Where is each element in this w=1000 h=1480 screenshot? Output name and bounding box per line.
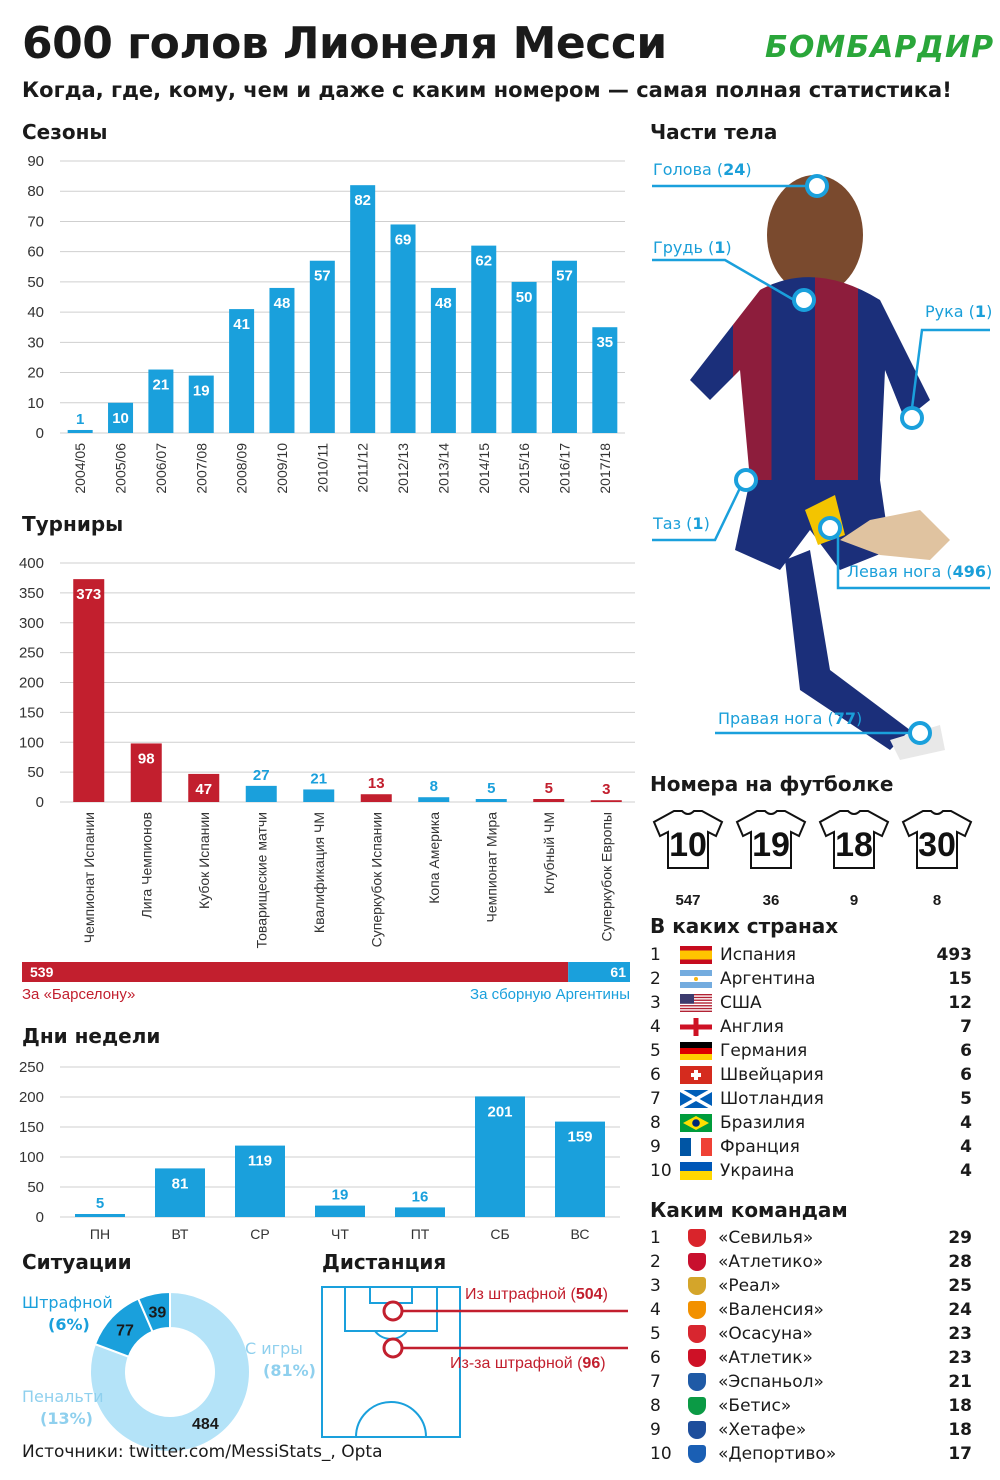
country-row bbox=[650, 1111, 972, 1135]
country-name: Украина bbox=[720, 1161, 795, 1181]
x-tick-label: ВТ bbox=[171, 1226, 189, 1242]
data-label: 19 bbox=[192, 382, 210, 400]
country-name: Англия bbox=[720, 1017, 784, 1037]
sources: Источники: twitter.com/MessiStats_, Opta bbox=[22, 1442, 383, 1462]
country-goals: 15 bbox=[948, 969, 972, 989]
data-label: 10 bbox=[112, 409, 129, 427]
inside-box-marker bbox=[384, 1302, 402, 1320]
y-tick-label: 0 bbox=[35, 794, 44, 811]
teams-title: Каким командам bbox=[650, 1198, 848, 1222]
hand-marker bbox=[902, 408, 922, 428]
bar bbox=[391, 224, 416, 433]
jersey-icon bbox=[735, 808, 807, 870]
jersey-icon bbox=[901, 808, 973, 870]
country-goals: 493 bbox=[936, 945, 972, 965]
team-rank: 1 bbox=[650, 1228, 661, 1248]
country-name: Бразилия bbox=[720, 1113, 806, 1133]
country-rank: 2 bbox=[650, 969, 661, 989]
situation-name: С игры bbox=[245, 1339, 303, 1358]
bar bbox=[418, 797, 449, 802]
country-name: Шотландия bbox=[720, 1089, 824, 1109]
data-label: 98 bbox=[137, 750, 155, 768]
jersey-number: 30 bbox=[918, 826, 956, 864]
usa-flag-icon bbox=[680, 994, 712, 1012]
y-tick-label: 10 bbox=[27, 394, 44, 412]
country-rank: 10 bbox=[650, 1161, 672, 1181]
situation-percent: (6%) bbox=[48, 1315, 90, 1334]
y-tick-label: 30 bbox=[27, 334, 44, 352]
team-name: «Атлетико» bbox=[718, 1252, 824, 1272]
data-label: 35 bbox=[596, 334, 614, 352]
bar bbox=[75, 1214, 125, 1217]
team-rank: 7 bbox=[650, 1372, 661, 1392]
ukraine-flag-icon bbox=[680, 1162, 712, 1180]
team-name: «Осасуна» bbox=[718, 1324, 813, 1344]
team-name: «Реал» bbox=[718, 1276, 781, 1296]
x-tick-label: 2017/18 bbox=[596, 443, 613, 494]
team-rank: 9 bbox=[650, 1420, 661, 1440]
x-tick-label: 2012/13 bbox=[395, 443, 412, 494]
x-tick-label: Лига Чемпионов bbox=[138, 812, 155, 919]
jersey-goals: 36 bbox=[762, 892, 780, 909]
y-tick-label: 50 bbox=[27, 1179, 44, 1196]
x-tick-label: Чемпионат Испании bbox=[80, 812, 97, 944]
bar bbox=[350, 185, 375, 433]
x-tick-label: Суперкубок Испании bbox=[368, 812, 385, 948]
bar bbox=[73, 579, 104, 802]
team-row bbox=[650, 1322, 972, 1346]
team-row bbox=[650, 1442, 972, 1466]
data-label: 50 bbox=[515, 288, 533, 306]
country-name: Аргентина bbox=[720, 969, 816, 989]
team-row bbox=[650, 1370, 972, 1394]
data-label: 5 bbox=[544, 780, 553, 798]
x-tick-label: 2014/15 bbox=[475, 443, 492, 494]
shirts-title: Номера на футболке bbox=[650, 772, 894, 796]
country-name: Германия bbox=[720, 1041, 808, 1061]
team-name: «Валенсия» bbox=[718, 1300, 824, 1320]
country-row bbox=[650, 1087, 972, 1111]
tournaments-chart bbox=[0, 550, 640, 960]
donut-value: 39 bbox=[148, 1304, 167, 1322]
bar bbox=[552, 261, 577, 433]
team-rank: 10 bbox=[650, 1444, 672, 1464]
data-label: 41 bbox=[233, 316, 250, 334]
situation-label bbox=[22, 1386, 104, 1430]
data-label: 5 bbox=[95, 1195, 105, 1212]
donut-value: 77 bbox=[116, 1322, 134, 1340]
team-name: «Эспаньол» bbox=[718, 1372, 824, 1392]
bar bbox=[303, 789, 334, 802]
y-tick-label: 100 bbox=[18, 734, 44, 752]
weekdays-title: Дни недели bbox=[22, 1024, 161, 1048]
team-name: «Бетис» bbox=[718, 1396, 792, 1416]
data-label: 21 bbox=[310, 770, 328, 788]
team-row bbox=[650, 1346, 972, 1370]
distance-title: Дистанция bbox=[322, 1250, 447, 1274]
data-label: 19 bbox=[331, 1186, 349, 1204]
argentina-label: За сборную Аргентины bbox=[470, 986, 630, 1003]
data-label: 47 bbox=[195, 780, 213, 798]
bar bbox=[246, 786, 277, 802]
situation-label bbox=[245, 1338, 316, 1382]
team-goals: 17 bbox=[948, 1444, 972, 1464]
data-label: 201 bbox=[487, 1103, 513, 1121]
y-tick-label: 300 bbox=[18, 614, 44, 632]
country-row bbox=[650, 1015, 972, 1039]
y-tick-label: 250 bbox=[18, 644, 44, 662]
bar bbox=[315, 1206, 365, 1217]
data-label: 81 bbox=[171, 1175, 189, 1193]
x-tick-label: Квалификация ЧМ bbox=[310, 812, 327, 934]
team-rank: 3 bbox=[650, 1276, 661, 1296]
country-name: Франция bbox=[720, 1137, 800, 1157]
team-goals: 18 bbox=[948, 1396, 972, 1416]
team-name: «Депортиво» bbox=[718, 1444, 837, 1464]
x-tick-label: 2005/06 bbox=[112, 443, 129, 494]
x-tick-label: 2011/12 bbox=[354, 443, 371, 493]
y-tick-label: 70 bbox=[27, 213, 44, 231]
team-crest-icon bbox=[688, 1421, 706, 1439]
x-tick-label: ВС bbox=[570, 1226, 590, 1242]
y-tick-label: 20 bbox=[27, 364, 44, 382]
data-label: 57 bbox=[313, 267, 331, 285]
bar bbox=[471, 246, 496, 433]
y-tick-label: 0 bbox=[35, 1209, 44, 1226]
y-tick-label: 0 bbox=[35, 425, 44, 442]
bar bbox=[361, 794, 392, 802]
bar bbox=[310, 261, 335, 433]
country-rank: 1 bbox=[650, 945, 661, 965]
country-name: Швейцария bbox=[720, 1065, 824, 1085]
hand-label: Рука (1) bbox=[925, 302, 993, 321]
x-tick-label: СБ bbox=[490, 1226, 510, 1242]
jersey-icon bbox=[818, 808, 890, 870]
team-rank: 5 bbox=[650, 1324, 661, 1344]
team-goals: 28 bbox=[948, 1252, 972, 1272]
country-row bbox=[650, 991, 972, 1015]
jersey-icon bbox=[652, 808, 724, 870]
data-label: 159 bbox=[567, 1128, 593, 1146]
y-tick-label: 350 bbox=[18, 584, 44, 602]
country-goals: 4 bbox=[960, 1113, 972, 1133]
team-goals: 18 bbox=[948, 1420, 972, 1440]
y-tick-label: 40 bbox=[27, 304, 44, 322]
page-title: 600 голов Лионеля Месси bbox=[22, 18, 667, 69]
team-goals: 21 bbox=[948, 1372, 972, 1392]
hip-marker bbox=[736, 470, 756, 490]
country-rank: 7 bbox=[650, 1089, 661, 1109]
team-rank: 2 bbox=[650, 1252, 661, 1272]
x-tick-label: 2015/16 bbox=[516, 443, 533, 494]
team-crest-icon bbox=[688, 1229, 706, 1247]
y-tick-label: 90 bbox=[27, 153, 44, 170]
teams-list bbox=[650, 1226, 972, 1466]
data-label: 82 bbox=[354, 192, 372, 210]
country-goals: 4 bbox=[960, 1161, 972, 1181]
switzerland-flag-icon bbox=[680, 1066, 712, 1084]
france-flag-icon bbox=[680, 1138, 712, 1156]
country-goals: 12 bbox=[948, 993, 972, 1013]
england-flag-icon bbox=[680, 1018, 712, 1036]
bar bbox=[533, 799, 564, 802]
right-foot-label: Правая нога (77) bbox=[718, 709, 863, 728]
outside-box-label: Из-за штрафной (96) bbox=[450, 1355, 606, 1372]
country-row bbox=[650, 967, 972, 991]
hand-line bbox=[912, 330, 990, 408]
club-country-bar bbox=[22, 962, 630, 982]
countries-title: В каких странах bbox=[650, 914, 839, 938]
country-goals: 6 bbox=[960, 1041, 972, 1061]
barcelona-segment bbox=[22, 962, 568, 982]
country-name: Испания bbox=[720, 945, 796, 965]
team-crest-icon bbox=[688, 1397, 706, 1415]
situation-percent: (13%) bbox=[40, 1409, 93, 1428]
head-marker bbox=[807, 176, 827, 196]
situation-name: Штрафной bbox=[22, 1293, 113, 1312]
team-crest-icon bbox=[688, 1301, 706, 1319]
barcelona-value: 539 bbox=[30, 964, 54, 980]
country-rank: 8 bbox=[650, 1113, 661, 1133]
team-crest-icon bbox=[688, 1277, 706, 1295]
team-goals: 23 bbox=[948, 1324, 972, 1344]
x-tick-label: СР bbox=[250, 1226, 270, 1242]
bar bbox=[68, 430, 93, 433]
x-tick-label: 2010/11 bbox=[314, 443, 331, 493]
bar bbox=[395, 1207, 445, 1217]
situation-label bbox=[22, 1292, 113, 1336]
chest-label: Грудь (1) bbox=[653, 238, 732, 257]
team-row bbox=[650, 1298, 972, 1322]
data-label: 373 bbox=[76, 586, 102, 604]
team-rank: 4 bbox=[650, 1300, 661, 1320]
left-foot-label: Левая нога (496) bbox=[847, 562, 993, 581]
data-label: 69 bbox=[394, 231, 412, 249]
x-tick-label: 2013/14 bbox=[435, 443, 452, 494]
x-tick-label: Кубок Испании bbox=[195, 812, 212, 909]
country-goals: 7 bbox=[960, 1017, 972, 1037]
situations-title: Ситуации bbox=[22, 1250, 132, 1274]
country-row bbox=[650, 943, 972, 967]
y-tick-label: 200 bbox=[18, 674, 44, 692]
data-label: 1 bbox=[76, 410, 85, 428]
x-tick-label: 2006/07 bbox=[152, 443, 169, 494]
y-tick-label: 80 bbox=[27, 183, 44, 201]
country-rank: 4 bbox=[650, 1017, 661, 1037]
seasons-title: Сезоны bbox=[22, 120, 108, 144]
x-tick-label: ПН bbox=[89, 1226, 111, 1242]
team-goals: 29 bbox=[948, 1228, 972, 1248]
data-label: 48 bbox=[273, 294, 291, 312]
bombardir-logo: БОМБАРДИР bbox=[765, 30, 995, 65]
data-label: 119 bbox=[247, 1152, 273, 1170]
countries-list bbox=[650, 943, 972, 1183]
bar bbox=[476, 799, 507, 802]
y-tick-label: 150 bbox=[18, 1119, 44, 1136]
data-label: 13 bbox=[367, 775, 385, 793]
team-rank: 8 bbox=[650, 1396, 661, 1416]
team-name: «Севилья» bbox=[718, 1228, 814, 1248]
hip-label: Таз (1) bbox=[653, 514, 710, 533]
x-tick-label: 2007/08 bbox=[193, 443, 210, 494]
team-crest-icon bbox=[688, 1445, 706, 1463]
jersey-goals: 8 bbox=[932, 892, 942, 909]
right-foot-marker bbox=[910, 723, 930, 743]
goal-box bbox=[370, 1287, 412, 1303]
jersey-number: 10 bbox=[669, 826, 707, 864]
y-tick-label: 150 bbox=[18, 704, 44, 722]
country-goals: 4 bbox=[960, 1137, 972, 1157]
chest-marker bbox=[794, 290, 814, 310]
data-label: 48 bbox=[435, 294, 452, 312]
donut-value: 484 bbox=[192, 1415, 219, 1433]
jersey-goals: 547 bbox=[675, 892, 701, 909]
country-row bbox=[650, 1135, 972, 1159]
team-row bbox=[650, 1250, 972, 1274]
weekdays-chart bbox=[0, 1055, 640, 1245]
country-rank: 5 bbox=[650, 1041, 661, 1061]
country-rank: 3 bbox=[650, 993, 661, 1013]
data-label: 8 bbox=[429, 778, 438, 796]
x-tick-label: Чемпионат Мира bbox=[483, 812, 500, 923]
tournaments-title: Турниры bbox=[22, 512, 124, 536]
x-tick-label: Копа Америка bbox=[425, 812, 442, 904]
jersey-number: 18 bbox=[835, 826, 873, 864]
bar bbox=[591, 800, 622, 802]
inside-box-label: Из штрафной (504) bbox=[465, 1286, 608, 1303]
data-label: 3 bbox=[602, 781, 611, 799]
y-tick-label: 200 bbox=[18, 1089, 44, 1106]
y-tick-label: 50 bbox=[27, 273, 44, 291]
data-label: 21 bbox=[152, 376, 170, 394]
x-tick-label: Суперкубок Европы bbox=[598, 812, 615, 942]
spain-flag-icon bbox=[680, 946, 712, 964]
team-row bbox=[650, 1274, 972, 1298]
barcelona-label: За «Барселону» bbox=[22, 986, 136, 1003]
head-label: Голова (24) bbox=[653, 160, 752, 179]
y-tick-label: 50 bbox=[27, 764, 44, 782]
page-subtitle: Когда, где, кому, чем и даже с каким номером — самая полная статистика! bbox=[22, 78, 952, 102]
argentina-flag-icon bbox=[680, 970, 712, 988]
y-tick-label: 60 bbox=[27, 243, 44, 261]
team-name: «Хетафе» bbox=[718, 1420, 807, 1440]
country-rank: 6 bbox=[650, 1065, 661, 1085]
country-row bbox=[650, 1063, 972, 1087]
country-name: США bbox=[720, 993, 762, 1013]
data-label: 57 bbox=[556, 267, 573, 285]
x-tick-label: 2008/09 bbox=[233, 443, 250, 494]
x-tick-label: 2016/17 bbox=[556, 443, 573, 494]
team-row bbox=[650, 1226, 972, 1250]
country-rank: 9 bbox=[650, 1137, 661, 1157]
team-rank: 6 bbox=[650, 1348, 661, 1368]
x-tick-label: Товарищеские матчи bbox=[253, 812, 270, 949]
team-name: «Атлетик» bbox=[718, 1348, 813, 1368]
data-label: 62 bbox=[475, 252, 493, 270]
chest-line bbox=[652, 260, 794, 300]
data-label: 16 bbox=[411, 1188, 429, 1206]
data-label: 27 bbox=[252, 766, 270, 784]
outside-box-marker bbox=[384, 1339, 402, 1357]
team-goals: 23 bbox=[948, 1348, 972, 1368]
team-crest-icon bbox=[688, 1325, 706, 1343]
country-row bbox=[650, 1159, 972, 1183]
x-tick-label: ЧТ bbox=[331, 1226, 349, 1242]
germany-flag-icon bbox=[680, 1042, 712, 1060]
country-goals: 6 bbox=[960, 1065, 972, 1085]
brazil-flag-icon bbox=[680, 1114, 712, 1132]
country-row bbox=[650, 1039, 972, 1063]
jersey-goals: 9 bbox=[849, 892, 859, 909]
team-crest-icon bbox=[688, 1349, 706, 1367]
x-tick-label: Клубный ЧМ bbox=[540, 812, 557, 894]
y-tick-label: 400 bbox=[18, 555, 44, 572]
team-goals: 24 bbox=[948, 1300, 972, 1320]
team-goals: 25 bbox=[948, 1276, 972, 1296]
team-row bbox=[650, 1418, 972, 1442]
country-goals: 5 bbox=[960, 1089, 972, 1109]
body-parts-title: Части тела bbox=[650, 120, 778, 144]
x-tick-label: ПТ bbox=[410, 1226, 430, 1242]
x-tick-label: 2004/05 bbox=[72, 443, 89, 494]
y-tick-label: 100 bbox=[18, 1149, 44, 1166]
argentina-value: 61 bbox=[610, 964, 626, 980]
team-crest-icon bbox=[688, 1253, 706, 1271]
scotland-flag-icon bbox=[680, 1090, 712, 1108]
y-tick-label: 250 bbox=[18, 1059, 44, 1076]
seasons-chart bbox=[0, 140, 640, 510]
team-crest-icon bbox=[688, 1373, 706, 1391]
situation-name: Пенальти bbox=[22, 1387, 104, 1406]
data-label: 5 bbox=[487, 780, 496, 798]
x-tick-label: 2009/10 bbox=[273, 443, 290, 494]
team-row bbox=[650, 1394, 972, 1418]
jersey-number: 19 bbox=[752, 826, 790, 864]
situation-percent: (81%) bbox=[263, 1361, 316, 1380]
center-circle bbox=[356, 1402, 426, 1437]
